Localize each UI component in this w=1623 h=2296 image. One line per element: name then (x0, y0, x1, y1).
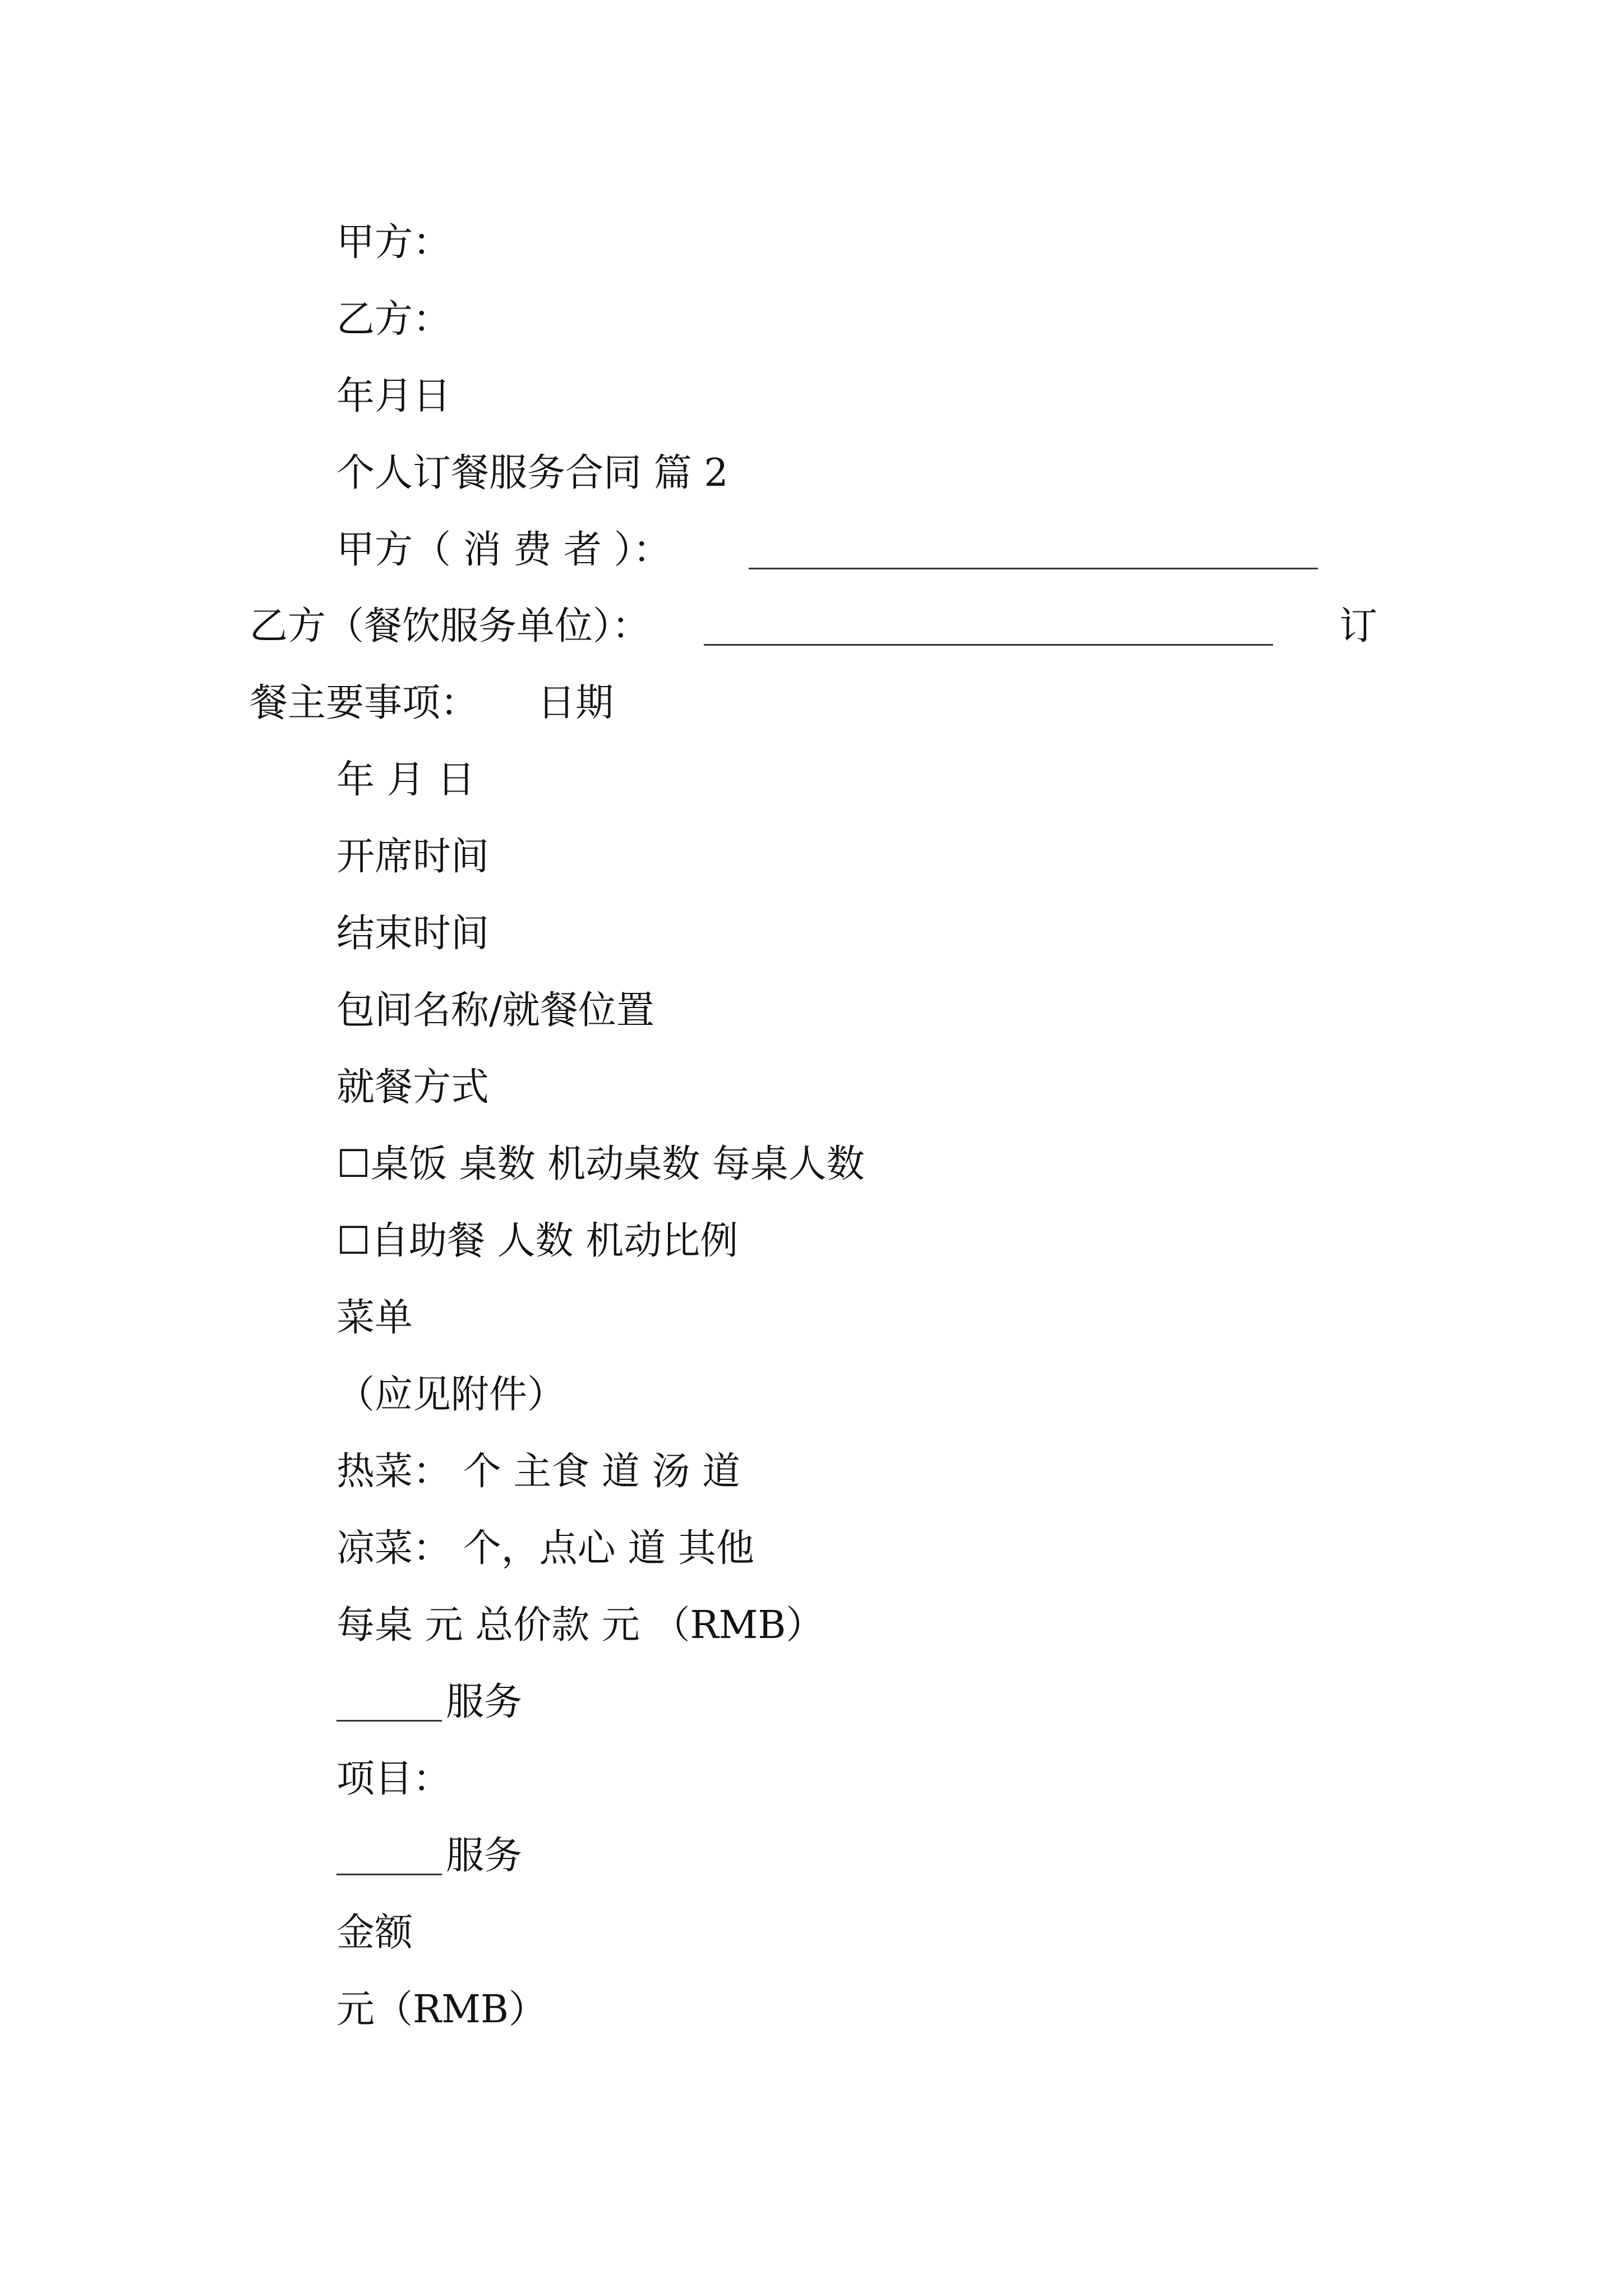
party-b-restaurant-label: 乙方（餐饮服务单位）： (250, 604, 651, 648)
date-label: 年月日 (336, 374, 451, 418)
items-label: 项目： (336, 1757, 451, 1801)
room-name-label: 包间名称/就餐位置 (336, 988, 654, 1033)
price-line: 每桌 元 总价款 元 （RMB） (336, 1603, 824, 1648)
party-b-blank-line (704, 644, 1273, 646)
table-meal-option: ☐桌饭 桌数 机动桌数 每桌人数 (336, 1142, 865, 1186)
party-a-blank-line (749, 568, 1318, 569)
section-title: 个人订餐服务合同 篇 2 (336, 451, 728, 495)
party-b-label: 乙方： (336, 297, 451, 342)
see-attachment-note: （应见附件） (336, 1373, 566, 1417)
start-time-label: 开席时间 (336, 835, 490, 879)
dining-method-label: 就餐方式 (336, 1065, 490, 1110)
amount-label: 金额 (336, 1911, 413, 1955)
main-items-label: 餐主要事项： (250, 681, 479, 725)
party-a-label: 甲方： (336, 220, 451, 265)
cold-dishes-line: 凉菜： 个，点心 道 其他 (336, 1526, 754, 1571)
service-blank-line-2 (336, 1874, 442, 1875)
hot-dishes-line: 热菜： 个 主食 道 汤 道 (336, 1450, 741, 1494)
service-label-2: 服务 (446, 1834, 523, 1878)
date-field-label: 日期 (537, 681, 614, 725)
buffet-option: ☐自助餐 人数 机动比例 (336, 1219, 739, 1263)
service-blank-line-1 (336, 1720, 442, 1722)
menu-label: 菜单 (336, 1296, 413, 1340)
service-label-1: 服务 (446, 1680, 523, 1724)
order-text-start: 订 (1339, 604, 1378, 648)
end-time-label: 结束时间 (336, 912, 490, 956)
party-a-consumer-label: 甲方（ 消 费 者 ）： (336, 528, 671, 572)
yuan-rmb-label: 元（RMB） (336, 1987, 547, 2032)
ymd-label: 年 月 日 (336, 758, 476, 802)
